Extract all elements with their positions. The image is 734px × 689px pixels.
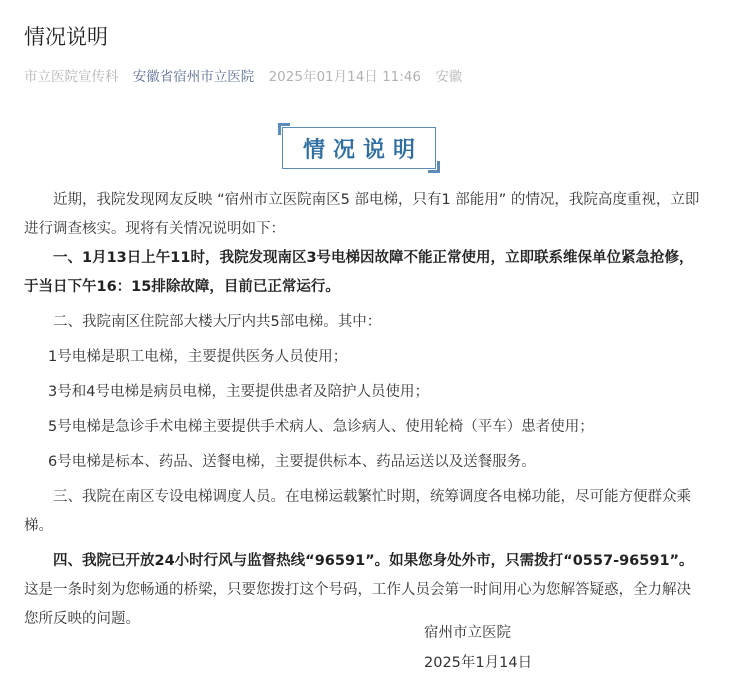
paragraph-3: 三、我院在南区专设电梯调度人员。在电梯运载繁忙时期，统筹调度各电梯功能，尽可能方便群众乘梯。 [24, 489, 691, 534]
article-body [24, 186, 704, 634]
elevator-item: 1号电梯是职工电梯，主要提供医务人员使用； [48, 349, 348, 365]
section-heading-box [282, 127, 436, 169]
publish-location: 安徽 [435, 69, 463, 85]
hotline-bold-text: 四、我院已开放24小时行风与监督热线“96591”。如果您身处外市，只需拨打“0557-96591”。 [53, 553, 694, 569]
account-name-link[interactable]: 安徽省宿州市立医院 [132, 69, 255, 85]
intro-paragraph: 近期，我院发现网友反映 “宿州市立医院南区5 部电梯，只有1 部能用” 的情况，我院高度重视，立即进行调查核实。现将有关情况说明如下： [24, 192, 700, 237]
signature-date: 2025年1月14日 [424, 655, 533, 671]
publish-datetime: 2025年01月14日 11:46 [268, 69, 422, 85]
elevator-item: 6号电梯是标本、药品、送餐电梯，主要提供标本、药品运送以及送餐服务。 [48, 454, 536, 470]
corner-decoration-icon [428, 161, 440, 173]
article-title: 情况说明 [24, 25, 108, 49]
elevator-item: 3号和4号电梯是病员电梯，主要提供患者及陪护人员使用； [48, 384, 429, 400]
elevator-item: 5号电梯是急诊手术电梯主要提供手术病人、急诊病人、使用轮椅（平车）患者使用； [48, 419, 594, 435]
section-heading-text: 情况说明 [302, 136, 423, 163]
corner-decoration-icon [278, 123, 290, 135]
article-meta [24, 65, 472, 85]
signature-org: 宿州市立医院 [424, 625, 511, 641]
hotline-rest-text: 这是一条时刻为您畅通的桥梁，只要您拨打这个号码，工作人员会第一时间用心为您解答疑惑，全力解决您所反映的问题。 [24, 582, 691, 627]
paragraph-1: 一、1月13日上午11时，我院发现南区3号电梯因故障不能正常使用，立即联系维保单位紧急抢修，于当日下午16：15排除故障，目前已正常运行。 [24, 250, 694, 295]
paragraph-2: 二、我院南区住院部大楼大厅内共5部电梯。其中： [53, 314, 382, 330]
author-name: 市立医院宣传科 [24, 69, 119, 85]
